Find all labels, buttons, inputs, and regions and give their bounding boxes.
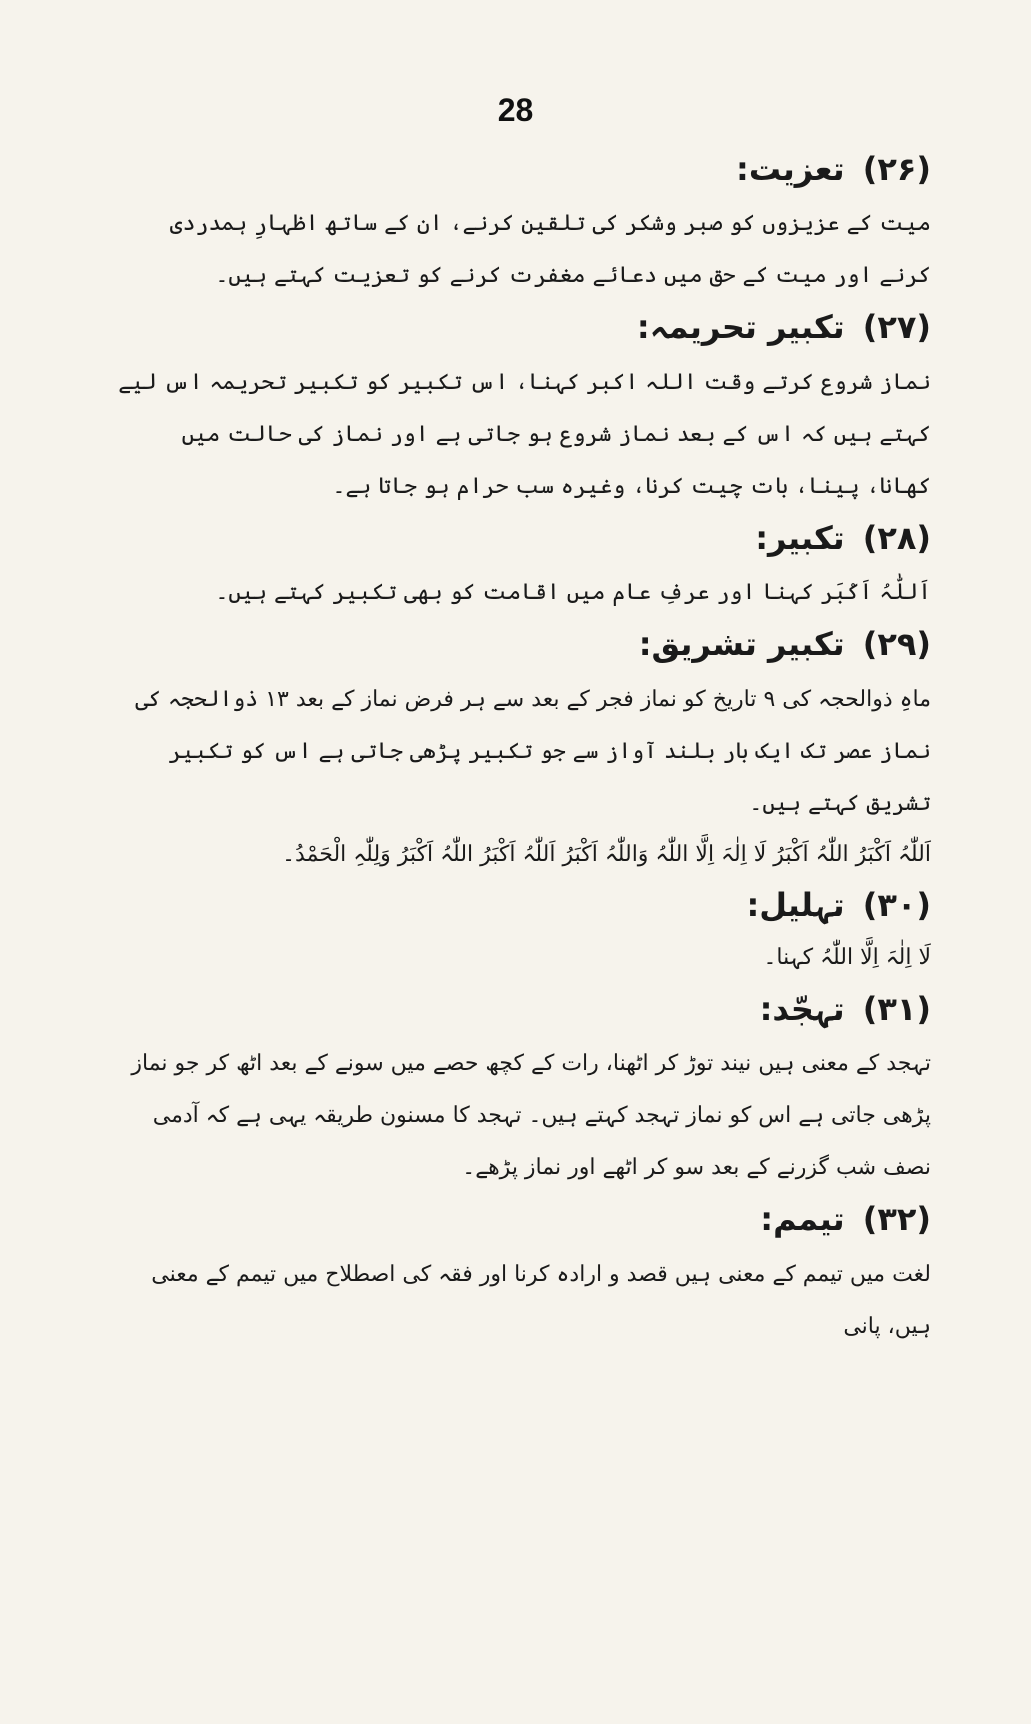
- section-heading: [118, 886, 931, 924]
- section-number: (۳۰): [862, 885, 931, 924]
- section-heading: [118, 308, 931, 346]
- section-paragraph: اَللّٰہُ اَکْبَر کہنا اور عرفِ عام میں اقامت کو بھی تکبیر کہتے ہیں۔: [215, 580, 931, 606]
- takbir-tashreeq-text: اَللّٰہُ اَکْبَرُ اللّٰہُ اَکْبَرُ لَا اِلٰہَ اِلَّا اللّٰہُ وَاللّٰہُ اَکْبَرُ اَللّٰہُ اَکْبَرُ اللّٰہُ اَکْبَرُ وَلِلّٰہِ الْحَمْدُ۔: [282, 841, 931, 867]
- section-number: (۲۸): [862, 518, 931, 557]
- section-27: [118, 308, 931, 512]
- section-26: [118, 150, 931, 302]
- section-heading: [118, 150, 931, 188]
- section-title: تعزیت:: [736, 150, 845, 188]
- page-content: [118, 150, 931, 1353]
- section-title: تکبیر:: [755, 518, 845, 557]
- section-title: تہجّد:: [759, 989, 845, 1028]
- section-number: (۲۶): [862, 150, 931, 188]
- section-heading: [118, 519, 931, 557]
- section-28: [118, 519, 931, 619]
- page-number: 28: [497, 92, 534, 128]
- section-paragraph: ماہِ ذوالحجہ کی ۹ تاریخ کو نماز فجر کے بعد سے ہر فرض نماز کے بعد ۱۳ ذوالحجہ کی نماز عصر تک ایک بار بلند آواز سے جو تکبیر پڑھی جاتی ہے اس کو تکبیر تشریق کہتے ہیں۔: [135, 686, 931, 816]
- section-paragraph: تہجد کے معنی ہیں نیند توڑ کر اٹھنا، رات کے کچھ حصے میں سونے کے بعد اٹھ کر جو نماز پڑھی جاتی ہے اس کو نماز تہجد کہتے ہیں۔ تہجد کا مسنون طریقہ یہی ہے کہ آدمی نصف شب گزرنے کے بعد سو کر اٹھے اور نماز پڑھے۔: [131, 1051, 931, 1181]
- section-30: [118, 886, 931, 984]
- section-paragraph: لغت میں تیمم کے معنی ہیں قصد و ارادہ کرنا اور فقہ کی اصطلاح میں تیمم کے معنی ہیں، پانی: [151, 1261, 931, 1339]
- section-heading: [118, 625, 931, 663]
- section-29: [118, 625, 931, 879]
- section-31: [118, 990, 931, 1194]
- section-32: [118, 1200, 931, 1352]
- section-title: تکبیر تحریمہ:: [636, 308, 845, 347]
- section-paragraph: لَا اِلٰہَ اِلَّا اللّٰہُ کہنا۔: [763, 944, 931, 970]
- section-title: تہلیل:: [746, 885, 845, 924]
- section-number: (۳۲): [862, 1200, 931, 1239]
- section-paragraph: نماز شروع کرتے وقت اللہ اکبر کہنا، اس تکبیر کو تکبیر تحریمہ اس لیے کہتے ہیں کہ اس کے بعد نماز شروع ہو جاتی ہے اور نماز کی حالت میں کھانا، پینا، بات چیت کرنا، وغیرہ سب حرام ہو جاتا ہے۔: [118, 369, 931, 499]
- section-number: (۲۷): [862, 308, 931, 347]
- section-number: (۲۹): [862, 625, 931, 664]
- section-number: (۳۱): [862, 989, 931, 1028]
- section-title: تکبیر تشریق:: [638, 625, 845, 664]
- section-paragraph: میت کے عزیزوں کو صبر وشکر کی تلقین کرنے، ان کے ساتھ اظہارِ ہمدردی کرنے اور میت کے حق میں دعائے مغفرت کرنے کو تعزیت کہتے ہیں۔: [169, 211, 931, 289]
- section-heading: [118, 990, 931, 1028]
- section-heading: [118, 1200, 931, 1238]
- section-title: تیمم:: [760, 1200, 845, 1239]
